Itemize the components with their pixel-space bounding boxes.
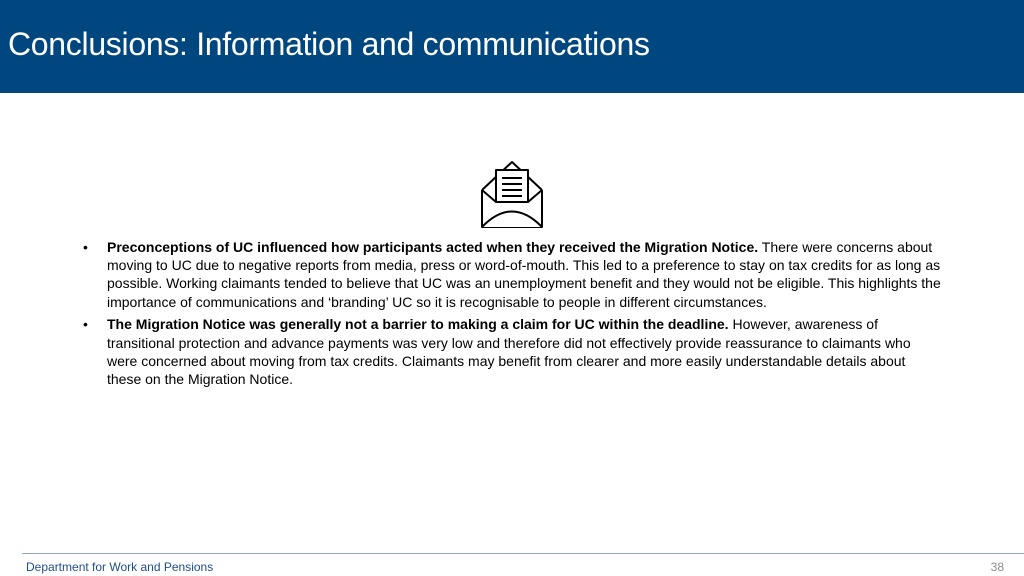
page-number: 38 [990, 560, 1004, 574]
footer-department: Department for Work and Pensions [26, 560, 214, 574]
bullet-marker: • [83, 316, 88, 333]
bullet-text: There were concerns about moving to UC due to negative reports from media, press or word-of-mouth. This led to a preference to stay on tax credits for as long as possible. Working claimants tended to believe that UC was an unemployment benefit and they would not be eligible. This highlights the importance of communications and ‘branding’ UC so it is recognisable to people in different circumstances. [107, 239, 941, 310]
envelope-letter-icon [480, 160, 544, 230]
header-bar [0, 0, 1024, 93]
footer-divider [22, 553, 1024, 554]
conclusions-list [82, 238, 942, 393]
bullet-heading: Preconceptions of UC influenced how participants acted when they received the Migration Notice. [107, 239, 759, 255]
bullet-marker: • [83, 239, 88, 255]
page-title: Conclusions: Information and communications [8, 26, 650, 62]
list-item [82, 315, 942, 388]
bullet-heading: The Migration Notice was generally not a barrier to making a claim for UC within the deadline. [107, 316, 729, 333]
list-item [82, 238, 942, 311]
bullet-text: However, awareness of transitional protection and advance payments was very low and therefore did not effectively provide reassurance to claimants who were concerned about moving from tax credits. Claimants may benefit from clearer and more easily understandable details about these on the Migration Notice. [107, 316, 911, 387]
